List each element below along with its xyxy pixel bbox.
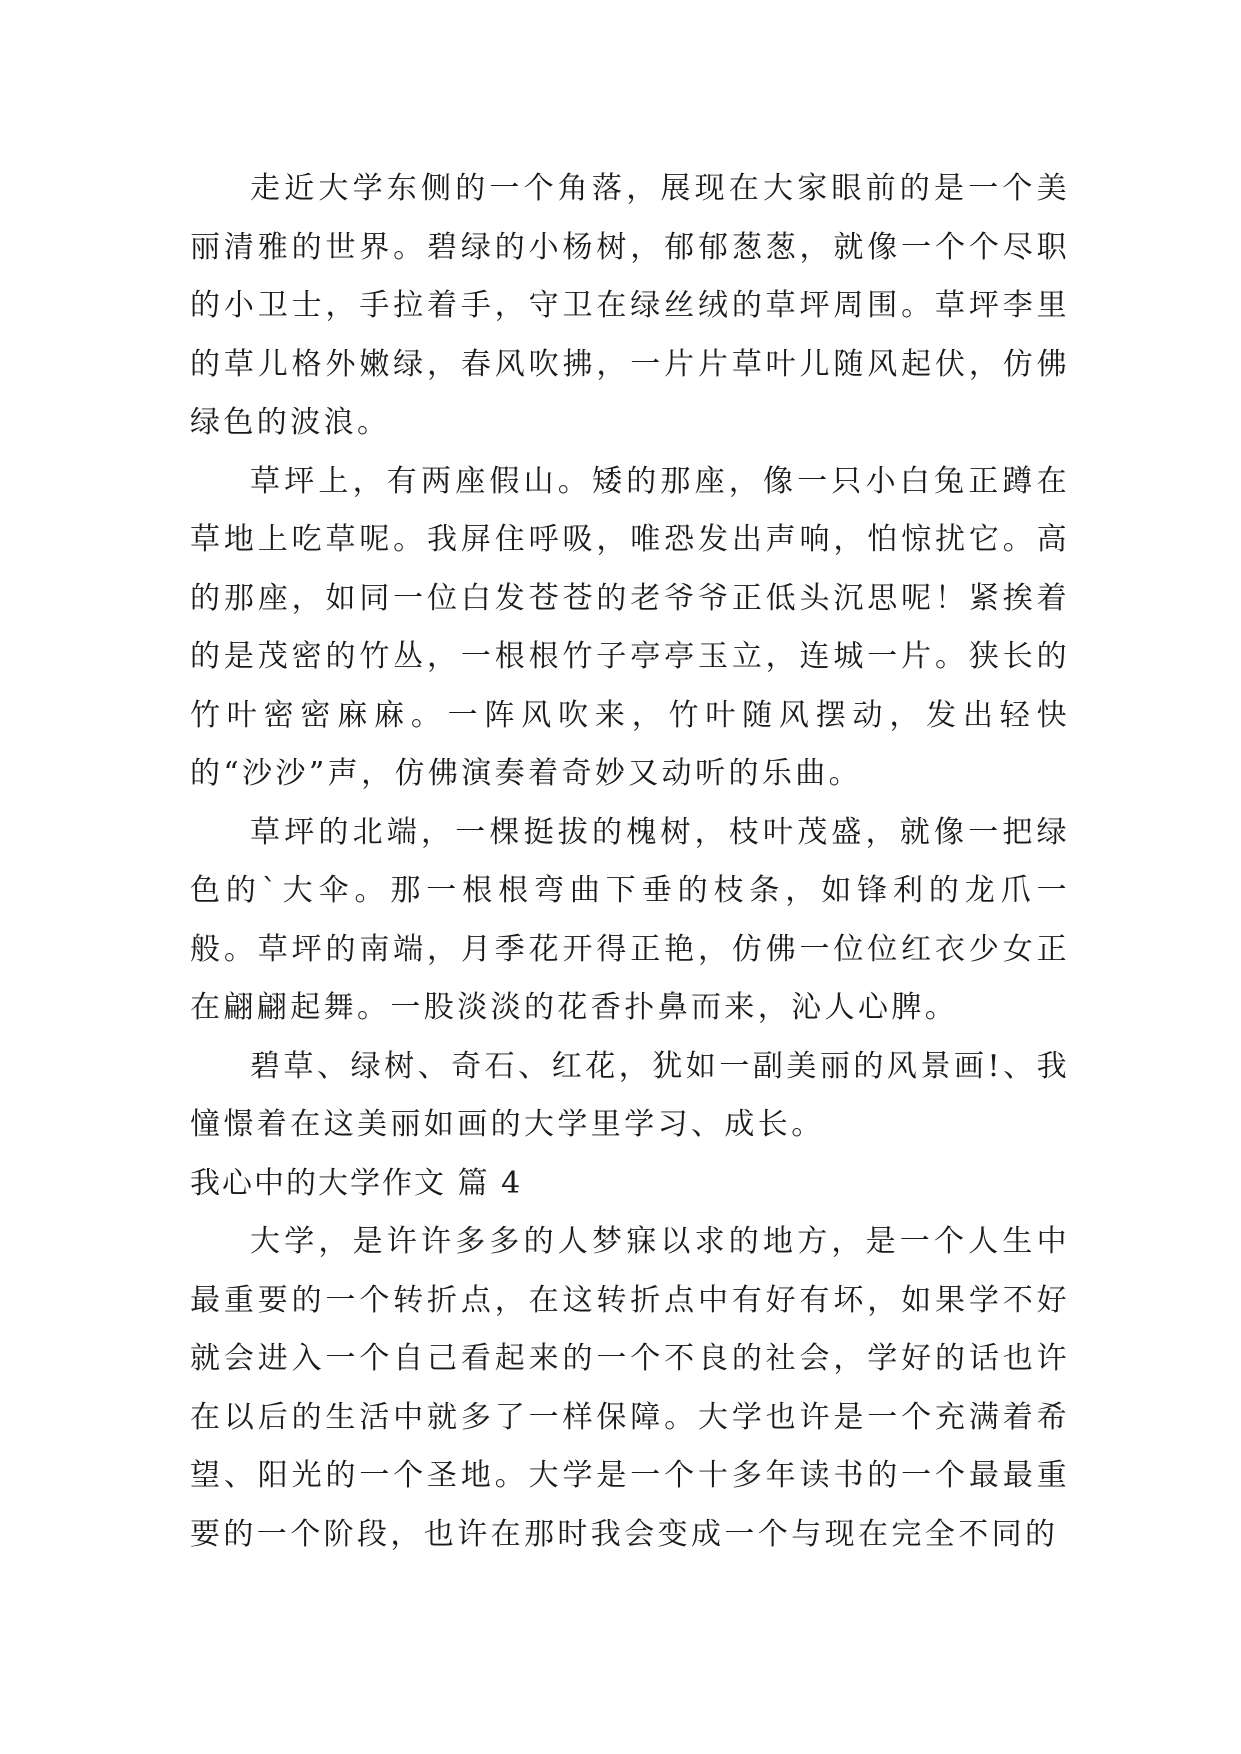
document-body <box>190 160 1070 1564</box>
section-heading: 我心中的大学作文 篇 4 <box>190 1165 523 1201</box>
paragraph-2: 草坪上，有两座假山。矮的那座，像一只小白兔正蹲在草地上吃草呢。我屏住呼吸，唯恐发出声响，怕惊扰它。高的那座，如同一位白发苍苍的老爷爷正低头沉思呢！紧挨着的是茂密的竹丛，一根根竹子亭亭玉立，连城一片。狭长的竹叶密密麻麻。一阵风吹来，竹叶随风摆动，发出轻快的“沙沙”声，仿佛演奏着奇妙又动听的乐曲。 <box>190 463 1070 791</box>
paragraph-3: 草坪的北端，一棵挺拔的槐树，枝叶茂盛，就像一把绿色的`大伞。那一根根弯曲下垂的枝条，如锋利的龙爪一般。草坪的南端，月季花开得正艳，仿佛一位位红衣少女正在翩翩起舞。一股淡淡的花香扑鼻而来，沁人心脾。 <box>190 814 1070 1025</box>
paragraph-1: 走近大学东侧的一个角落，展现在大家眼前的是一个美丽清雅的世界。碧绿的小杨树，郁郁葱葱，就像一个个尽职的小卫士，手拉着手，守卫在绿丝绒的草坪周围。草坪李里的草儿格外嫩绿，春风吹拂，一片片草叶儿随风起伏，仿佛绿色的波浪。 <box>190 171 1070 440</box>
paragraph-4: 碧草、绿树、奇石、红花，犹如一副美丽的风景画!、我憧憬着在这美丽如画的大学里学习、成长。 <box>190 1048 1070 1142</box>
paragraph-5: 大学，是许许多多的人梦寐以求的地方，是一个人生中最重要的一个转折点，在这转折点中有好有坏，如果学不好就会进入一个自己看起来的一个不良的社会，学好的话也许在以后的生活中就多了一样保障。大学也许是一个充满着希望、阳光的一个圣地。大学是一个十多年读书的一个最最重要的一个阶段，也许在那时我会变成一个与现在完全不同的 <box>190 1224 1070 1552</box>
